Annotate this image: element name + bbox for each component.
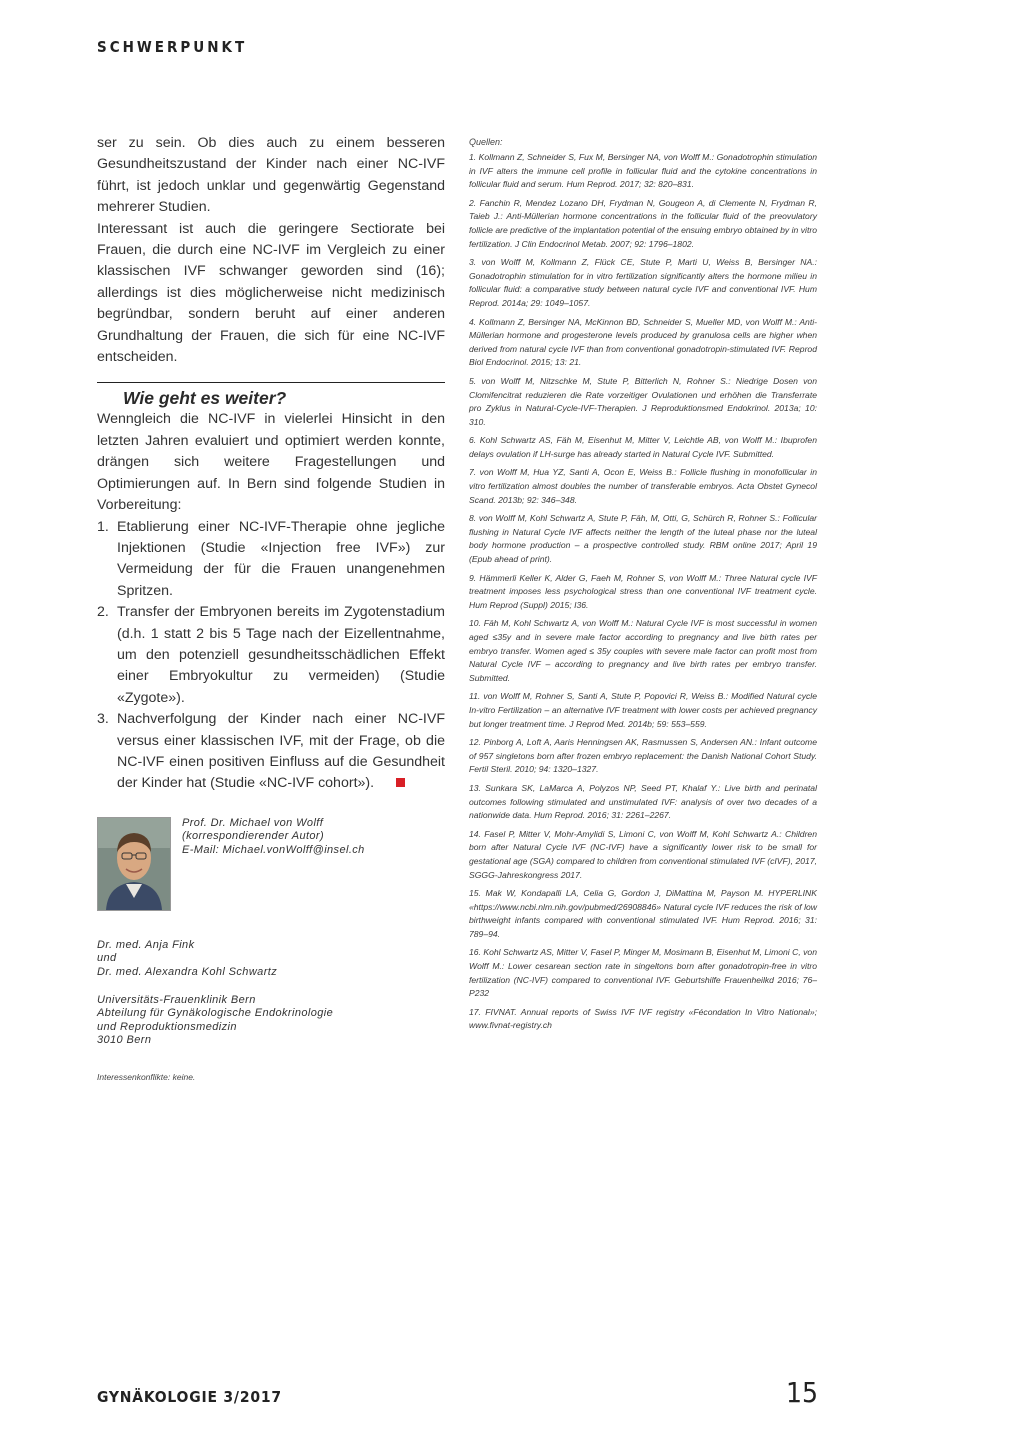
coauthors	[97, 939, 445, 980]
author-box	[97, 817, 445, 917]
reference-item: 15. Mak W, Kondapalli LA, Celia G, Gordon J, DiMattina M, Payson M. HYPERLINK «https://www.ncbi.nlm.nih.gov/pubmed/26908846» Natural cycle IVF reduces the risk of low birthweight infants compared with conventional stimulated IVF. Hum Reprod. 2016; 31: 789–94.	[469, 888, 817, 939]
affiliation	[97, 994, 445, 1048]
page-number: 15	[785, 1376, 818, 1409]
author-name: Prof. Dr. Michael von Wolff	[182, 816, 324, 829]
affiliation-line: 3010 Bern	[97, 1034, 152, 1047]
reference-item: 12. Pinborg A, Loft A, Aaris Henningsen AK, Rasmussen S, Andersen AN.: Infant outcome of 957 singletons born after frozen embryo replacement: the Danish National Cohort Study. Fertil Steril. 2010; 94: 1320–1327.	[469, 737, 817, 775]
coauthor-name: Dr. med. Alexandra Kohl Schwartz	[97, 965, 278, 978]
list-item	[97, 709, 445, 795]
section-heading: Wie geht es weiter?	[123, 388, 287, 409]
list-number: 3.	[97, 711, 109, 728]
reference-item: 2. Fanchin R, Mendez Lozano DH, Frydman N, Gougeon A, di Clemente N, Frydman R, Taieb J.: Anti-Müllerian hormone concentrations in the follicular fluid of the preovulatory follicle are predictive of the implantation potential of the ensuing embryo obtained by in vitro fertilization. J Clin Endocrinol Metab. 2007; 92: 1796–1802.	[469, 197, 817, 249]
list-number: 1.	[97, 518, 109, 535]
study-list	[97, 517, 445, 795]
affiliation-line: und Reproduktionsmedizin	[97, 1020, 237, 1033]
reference-item: 8. von Wolff M, Kohl Schwartz A, Stute P, Fäh, M, Otti, G, Schürch R, Rohner S.: Follicular flushing in Natural Cycle IVF affects neither the length of the luteal phase nor the luteal body hormone production – a prospective controlled study. RBM online 2017; April 19 (Epub ahead of print).	[469, 513, 817, 565]
reference-item: 5. von Wolff M, Nitzschke M, Stute P, Bitterlich N, Rohner S.: Niedrige Dosen von Clomifencitrat reduzieren die Rate vorzeitiger Ovulationen und erhöhen die Transferrate pro Zyklus in Natural-Cycle-IVF-Therapien. J Reproduktionsmed Endokrinol. 2013a; 10: 310.	[469, 375, 817, 427]
running-head: SCHWERPUNKT	[97, 38, 248, 56]
list-text: Transfer der Embryonen bereits im Zygotenstadium (d.h. 1 statt 2 bis 5 Tage nach der Eizellentnahme, um den potenziell gesundheitsschädlichen Effekt einer Embryokultur zu vermeiden) (Studie «Zygote»).	[117, 604, 445, 706]
list-item	[97, 602, 445, 709]
reference-item: 6. Kohl Schwartz AS, Fäh M, Eisenhut M, Mitter V, Leichtle AB, von Wolff M.: Ibuprofen delays ovulation if LH-surge has already started in Natural Cycle IVF. Submitted.	[469, 435, 817, 459]
author-photo	[97, 817, 171, 911]
body-paragraph: Wenngleich die NC-IVF in vielerlei Hinsicht in den letzten Jahren evaluiert und optimiert werden konnte, drängen sich weitere Fragestellungen und Optimierungen auf. In Bern sind folgende Studien in Vorbereitung:	[97, 411, 445, 514]
reference-item: 13. Sunkara SK, LaMarca A, Polyzos NP, Seed PT, Khalaf Y.: Live birth and perinatal outcomes following stimulated and unstimulated IVF: analysis of over two decades of a nationwide data. Hum Reprod. 2016; 31: 2261–2267.	[469, 782, 817, 821]
reference-item: 3. von Wolff M, Kollmann Z, Flück CE, Stute P, Marti U, Weiss B, Bersinger NA.: Gonadotrophin stimulation for in vitro fertilization significantly alters the hormone milieu in follicular fluid: a comparative study between natural cycle IVF and conventional IVF. Hum Reprod. 2014a; 29: 1049–1057.	[469, 257, 817, 308]
journal-footer: GYNÄKOLOGIE 3/2017	[97, 1388, 282, 1406]
list-number: 2.	[97, 604, 109, 621]
references-heading: Quellen:	[469, 137, 503, 147]
reference-item: 4. Kollmann Z, Bersinger NA, McKinnon BD, Schneider S, Mueller MD, von Wolff M.: Anti-Müllerian hormone and progesterone levels produced by granulosa cells are higher when derived from natural cycle IVF than from conventional gonadotropin-stimulated IVF. Reprod Biol Endocrinol. 2015; 13: 21.	[469, 316, 817, 368]
affiliation-line: Universitäts-Frauenklinik Bern	[97, 993, 256, 1006]
coauthor-name: Dr. med. Anja Fink	[97, 938, 195, 951]
section-divider	[97, 382, 445, 383]
body-paragraph: ser zu sein. Ob dies auch zu einem besseren Gesundheitszustand der Kinder nach einer NC-IVF führt, ist jedoch unklar und gegenwärtig Gegenstand mehrerer Studien.	[97, 135, 445, 216]
end-of-article-square-icon	[396, 778, 405, 787]
reference-item: 7. von Wolff M, Hua YZ, Santi A, Ocon E, Weiss B.: Follicle flushing in monofollicular in vitro fertilization almost doubles the number of transferable embryos. Acta Obstet Gynecol Scand. 2013b; 92: 346–348.	[469, 467, 817, 505]
reference-item: 9. Hämmerli Keller K, Alder G, Faeh M, Rohner S, von Wolff M.: Three Natural cycle IVF treatment imposes less psychological stress than one conventional IVF treatment cycle. Hum Reprod (Suppl) 2015; I36.	[469, 572, 817, 610]
author-email: E-Mail: Michael.vonWolff@insel.ch	[182, 843, 365, 856]
list-item	[97, 517, 445, 603]
reference-item: 1. Kollmann Z, Schneider S, Fux M, Bersinger NA, von Wolff M.: Gonadotrophin stimulation in IVF alters the immune cell profile in follicular fluid and the cytokine concentrations in follicular fluid and serum. Hum Reprod. 2017; 32: 820–831.	[469, 152, 817, 190]
author-meta	[182, 817, 365, 858]
reference-item: 11. von Wolff M, Rohner S, Santi A, Stute P, Popovici R, Weiss B.: Modified Natural cycle In-vitro Fertilization – an alternative IVF treatment with lower costs per achieved pregnancy but longer treatment time. J Reprod Med. 2014b; 59: 553–559.	[469, 691, 817, 729]
reference-item: 10. Fäh M, Kohl Schwartz A, von Wolff M.: Natural Cycle IVF is most successful in women aged ≤35y and in severe male factor according to pregnancy and live birth rates per embryo transfer. Women aged ≤ 35y couples with severe male factor can profit most from Natural Cycle IVF – according to pregnancy and live birth rates per embryo transfer. Submitted.	[469, 618, 817, 683]
coauthor-join: und	[97, 952, 117, 965]
body-paragraph: Interessant ist auch die geringere Sectiorate bei Frauen, die durch eine NC-IVF im Vergleich zu einer klassischen IVF schwanger geworden sind (16); allerdings ist dies möglicherweise nicht medizinisch begründbar, sondern beruht auf einer anderen Grundhaltung der Frauen, die sich für eine NC-IVF entscheiden.	[97, 220, 445, 366]
list-text: Nachverfolgung der Kinder nach einer NC-IVF versus einer klassischen IVF, mit der Frage, ob die NC-IVF einen positiven Einfluss auf die Gesundheit der Kinder hat (Studie «NC-IVF cohort»).	[117, 711, 445, 792]
list-text: Etablierung einer NC-IVF-Therapie ohne jegliche Injektionen (Studie «Injection free IVF») zur Vermeidung der für die Frauen unangenehmen Spritzen.	[117, 518, 445, 599]
reference-item: 16. Kohl Schwartz AS, Mitter V, Fasel P, Minger M, Mosimann B, Eisenhut M, Limoni C, von Wolff M.: Lower cesarean section rate in singeltons born after gonadotropin-free in vitro fertilization (NC-IVF) compared to conventional IVF. Geburtshilfe Frauenheilkd 2016; 76–P232	[469, 947, 817, 999]
reference-item: 17. FIVNAT. Annual reports of Swiss IVF IVF registry «Fécondation In Vitro National»; www.fivnat-registry.ch	[469, 1006, 817, 1031]
main-text-column	[97, 133, 445, 1082]
author-role: (korrespondierender Autor)	[182, 830, 325, 843]
references-column	[469, 137, 817, 1038]
reference-item: 14. Fasel P, Mitter V, Mohr-Amylidi S, Limoni C, von Wolff M, Kohl Schwartz A.: Children born after Natural Cycle IVF (NC-IVF) have a significantly lower risk to be small for gestational age (SGA) compared to children from conventional stimulated IVF (cIVF), 2017, SGGG-Jahreskongress 2017.	[469, 828, 817, 880]
affiliation-line: Abteilung für Gynäkologische Endokrinologie	[97, 1007, 334, 1020]
conflict-of-interest: Interessenkonflikte: keine.	[97, 1071, 196, 1082]
